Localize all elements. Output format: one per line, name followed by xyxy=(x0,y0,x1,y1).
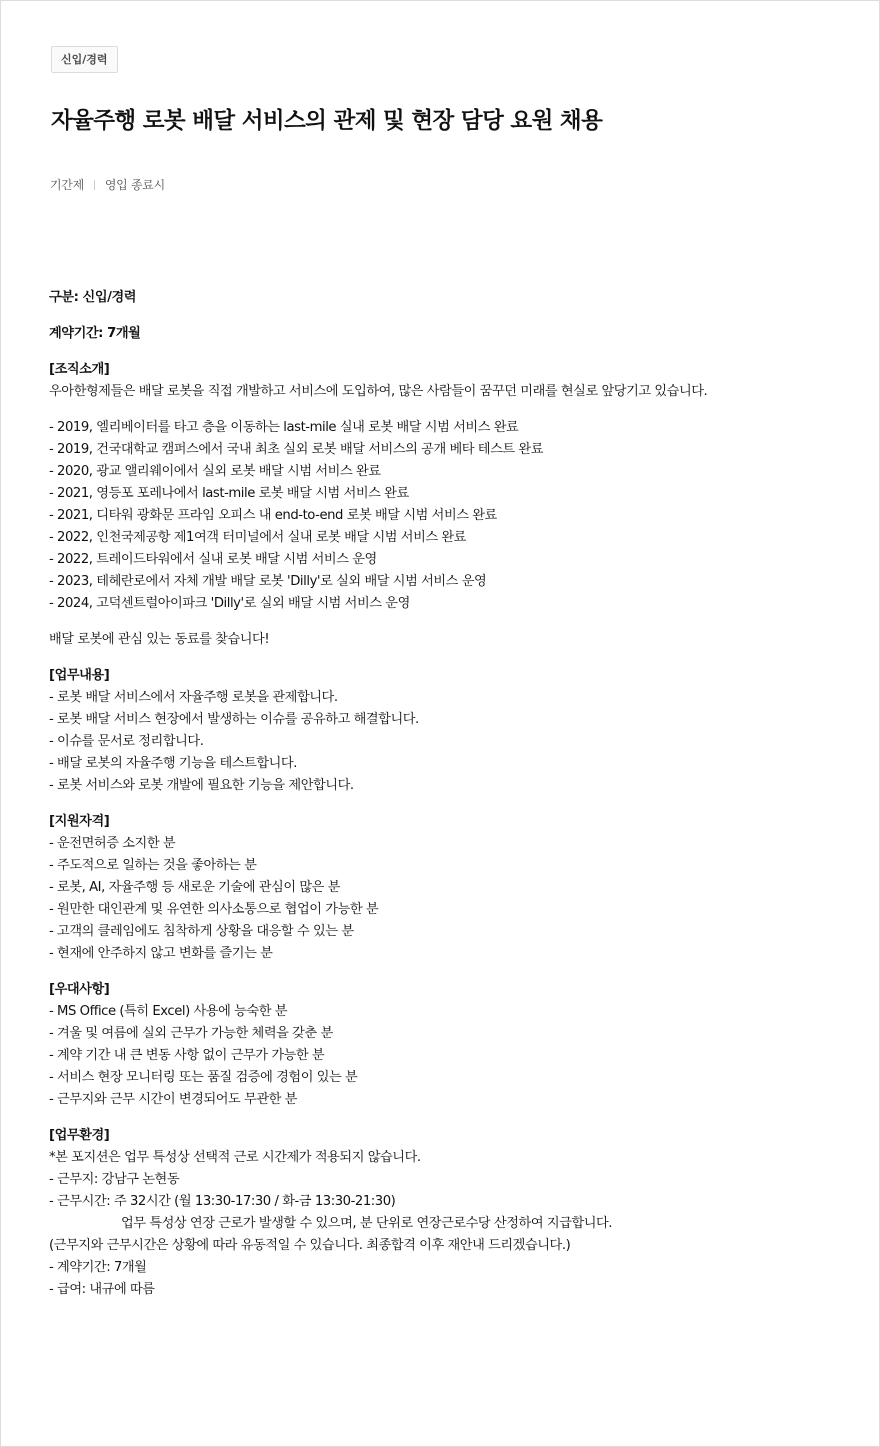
list-item: - 원만한 대인관계 및 유연한 의사소통으로 협업이 가능한 분 xyxy=(49,902,379,917)
salary-info: - 급여: 내규에 따름 xyxy=(49,1282,155,1297)
section-heading-org: [조직소개] xyxy=(49,362,110,377)
list-item: - 배달 로봇의 자율주행 기능을 테스트합니다. xyxy=(49,756,297,771)
list-item: - 현재에 안주하지 않고 변화를 즐기는 분 xyxy=(49,946,273,961)
list-item: - 로봇 배달 서비스 현장에서 발생하는 이슈를 공유하고 해결합니다. xyxy=(49,712,419,727)
list-item: - 로봇 서비스와 로봇 개발에 필요한 기능을 제안합니다. xyxy=(49,778,354,793)
list-item: - 2021, 영등포 포레나에서 last-mile 로봇 배달 시범 서비스 완료 xyxy=(49,486,409,501)
list-item: - 로봇, AI, 자율주행 등 새로운 기술에 관심이 많은 분 xyxy=(49,880,340,895)
section-heading-preferred: [우대사항] xyxy=(49,982,110,997)
list-item: - 2024, 고덕센트럴아이파크 'Dilly'로 실외 배달 시범 서비스 운영 xyxy=(49,596,410,611)
list-item: - 2022, 인천국제공항 제1여객 터미널에서 실내 로봇 배달 시범 서비스 완료 xyxy=(49,530,466,545)
flexibility-note: (근무지와 근무시간은 상황에 따라 유동적일 수 있습니다. 최종합격 이후 재안내 드리겠습니다.) xyxy=(49,1238,571,1253)
job-title: 자율주행 로봇 배달 서비스의 관제 및 현장 담당 요원 채용 xyxy=(51,108,603,134)
list-item: - 이슈를 문서로 정리합니다. xyxy=(49,734,204,749)
job-meta xyxy=(50,176,165,193)
career-type-badge: 신입/경력 xyxy=(51,46,118,73)
meta-divider xyxy=(94,180,95,190)
duties-list xyxy=(49,687,849,797)
list-item: - 운전면허증 소지한 분 xyxy=(49,836,176,851)
list-item: - 고객의 클레임에도 침착하게 상황을 대응할 수 있는 분 xyxy=(49,924,354,939)
work-hours: - 근무시간: 주 32시간 (월 13:30-17:30 / 화-금 13:30-21:30) xyxy=(49,1194,396,1209)
list-item: - 2022, 트레이드타워에서 실내 로봇 배달 시범 서비스 운영 xyxy=(49,552,377,567)
section-heading-duties: [업무내용] xyxy=(49,668,110,683)
list-item: - 근무지와 근무 시간이 변경되어도 무관한 분 xyxy=(49,1092,297,1107)
list-item: - 겨울 및 여름에 실외 근무가 가능한 체력을 갖춘 분 xyxy=(49,1026,333,1041)
preferred-list xyxy=(49,1001,849,1111)
contract-period: - 계약기간: 7개월 xyxy=(49,1260,147,1275)
list-item: - 2020, 광교 앨리웨이에서 실외 로봇 배달 시범 서비스 완료 xyxy=(49,464,381,479)
list-item: - 로봇 배달 서비스에서 자율주행 로봇을 관제합니다. xyxy=(49,690,338,705)
org-history-list xyxy=(49,417,849,615)
list-item: - 서비스 현장 모니터링 또는 품질 검증에 경험이 있는 분 xyxy=(49,1070,358,1085)
section-heading-qualifications: [지원자격] xyxy=(49,814,110,829)
list-item: - 2021, 디타워 광화문 프라임 오피스 내 end-to-end 로봇 배달 시범 서비스 완료 xyxy=(49,508,497,523)
contract-text: 계약기간: 7개월 xyxy=(49,326,141,341)
recruit-deadline: 영입 종료시 xyxy=(104,178,165,192)
environment-note: *본 포지션은 업무 특성상 선택적 근로 시간제가 적용되지 않습니다. xyxy=(49,1150,421,1165)
qualifications-list xyxy=(49,833,849,965)
overtime-note: 업무 특성상 연장 근로가 발생할 수 있으며, 분 단위로 연장근로수당 산정하여 지급합니다. xyxy=(121,1216,613,1231)
job-description xyxy=(49,287,849,1301)
list-item: - 주도적으로 일하는 것을 좋아하는 분 xyxy=(49,858,257,873)
list-item: - 2019, 엘리베이터를 타고 층을 이동하는 last-mile 실내 로봇 배달 시범 서비스 완료 xyxy=(49,420,519,435)
division-text: 구분: 신입/경력 xyxy=(49,290,137,305)
list-item: - 계약 기간 내 큰 변동 사항 없이 근무가 가능한 분 xyxy=(49,1048,325,1063)
work-location: - 근무지: 강남구 논현동 xyxy=(49,1172,180,1187)
employment-type: 기간제 xyxy=(50,178,84,192)
org-intro: 우아한형제들은 배달 로봇을 직접 개발하고 서비스에 도입하여, 많은 사람들이 꿈꾸던 미래를 현실로 앞당기고 있습니다. xyxy=(49,384,708,399)
list-item: - MS Office (특히 Excel) 사용에 능숙한 분 xyxy=(49,1004,288,1019)
list-item: - 2019, 건국대학교 캠퍼스에서 국내 최초 실외 로봇 배달 서비스의 공개 베타 테스트 완료 xyxy=(49,442,543,457)
org-closing: 배달 로봇에 관심 있는 동료를 찾습니다! xyxy=(49,632,270,647)
list-item: - 2023, 테헤란로에서 자체 개발 배달 로봇 'Dilly'로 실외 배달 시범 서비스 운영 xyxy=(49,574,487,589)
section-heading-environment: [업무환경] xyxy=(49,1128,110,1143)
